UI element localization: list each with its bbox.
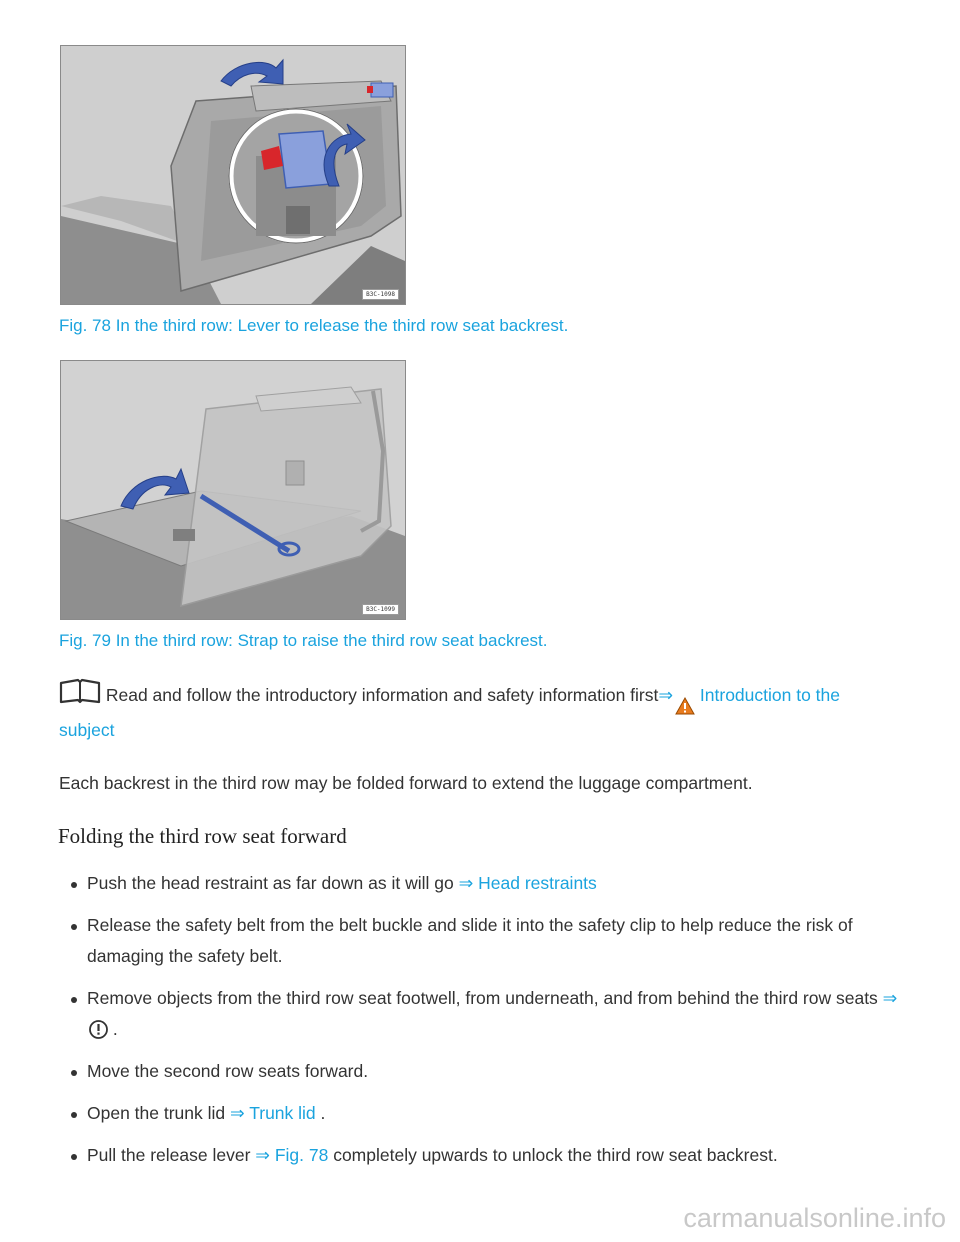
list-item: Pull the release lever ⇒ Fig. 78 completely upwards to unlock the third row seat backrest. bbox=[59, 1140, 899, 1171]
notice-link[interactable]: ⇒ bbox=[882, 988, 898, 1008]
trunk-lid-link[interactable]: ⇒ Trunk lid bbox=[230, 1103, 316, 1123]
fig-78-link[interactable]: ⇒ Fig. 78 bbox=[255, 1145, 329, 1165]
intro-text: Read and follow the introductory information and safety information first bbox=[101, 685, 659, 705]
intro-paragraph bbox=[59, 678, 899, 746]
list-item: Move the second row seats forward. bbox=[59, 1056, 899, 1087]
watermark: carmanualsonline.info bbox=[683, 1203, 946, 1233]
figure-78-caption[interactable]: Fig. 78 In the third row: Lever to release the third row seat backrest. bbox=[59, 316, 569, 335]
figure-79-caption[interactable]: Fig. 79 In the third row: Strap to raise the third row seat backrest. bbox=[59, 631, 548, 650]
figure-code: B3C-1098 bbox=[362, 289, 399, 300]
list-item: Release the safety belt from the belt buckle and slide it into the safety clip to help reduce the risk of damaging the safety belt. bbox=[59, 910, 899, 972]
head-restraints-link[interactable]: ⇒ Head restraints bbox=[458, 873, 597, 893]
notice-exclamation-icon[interactable] bbox=[89, 1020, 108, 1039]
intro-link-continued[interactable]: subject bbox=[59, 720, 115, 740]
warning-triangle-icon bbox=[675, 697, 695, 715]
book-icon bbox=[59, 678, 101, 704]
steps-list bbox=[59, 868, 899, 1182]
list-item: Open the trunk lid ⇒ Trunk lid . bbox=[59, 1098, 899, 1129]
figure-79-image bbox=[60, 360, 406, 620]
intro-link[interactable]: Introduction to the bbox=[695, 685, 841, 705]
section-heading: Folding the third row seat forward bbox=[58, 824, 347, 848]
figure-78-image bbox=[60, 45, 406, 305]
intro-body-text: Each backrest in the third row may be folded forward to extend the luggage compartment. bbox=[59, 773, 753, 793]
list-item: Remove objects from the third row seat footwell, from underneath, and from behind the third row seats ⇒ . bbox=[59, 983, 899, 1045]
intro-arrow[interactable]: ⇒ bbox=[658, 685, 674, 705]
figure-code: B3C-1099 bbox=[362, 604, 399, 615]
list-item: Push the head restraint as far down as it will go ⇒ Head restraints bbox=[59, 868, 899, 899]
